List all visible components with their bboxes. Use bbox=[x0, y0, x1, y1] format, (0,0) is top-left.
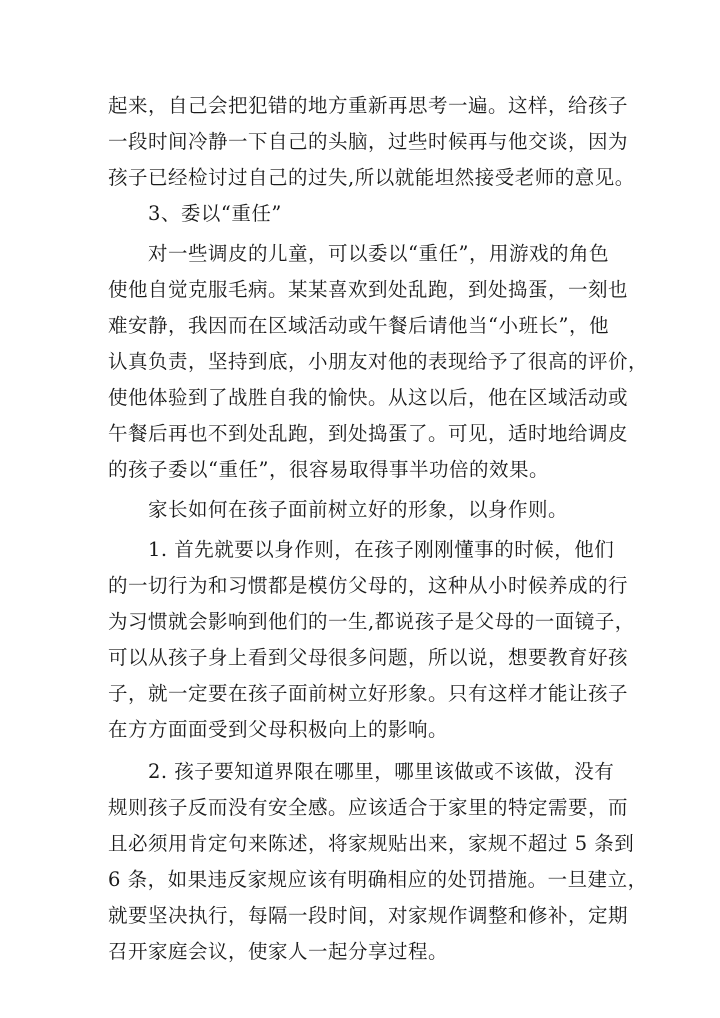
text-line: 1. 首先就要以身作则，在孩子刚刚懂事的时候，他们 bbox=[148, 538, 615, 561]
text-line: 午餐后再也不到处乱跑，到处捣蛋了。可见，适时地给调皮 bbox=[108, 422, 629, 445]
text-line: 规则孩子反而没有安全感。应该适合于家里的特定需要，而 bbox=[108, 796, 629, 819]
text-line: 难安静，我因而在区域活动或午餐后请他当“小班长”，他 bbox=[108, 314, 609, 337]
text-line: 子，就一定要在孩子面前树立好形象。只有这样才能让孩子 bbox=[108, 682, 629, 705]
text-line: 孩子已经检讨过自己的过失,所以就能坦然接受老师的意见。 bbox=[108, 166, 635, 189]
text-line: 使他体验到了战胜自我的愉快。从这以后，他在区域活动或 bbox=[108, 386, 629, 409]
text-line: 6 条，如果违反家规应该有明确相应的处罚措施。一旦建立， bbox=[108, 868, 648, 891]
text-line: 对一些调皮的儿童，可以委以“重任”，用游戏的角色 bbox=[148, 242, 609, 265]
text-line: 认真负责，坚持到底，小朋友对他的表现给予了很高的评价， bbox=[108, 350, 649, 373]
text-line: 且必须用肯定句来陈述，将家规贴出来，家规不超过 5 条到 bbox=[108, 832, 635, 855]
text-line: 的一切行为和习惯都是模仿父母的，这种从小时候养成的行 bbox=[108, 574, 629, 597]
text-line: 召开家庭会议，使家人一起分享过程。 bbox=[108, 940, 449, 963]
text-line: 起来，自己会把犯错的地方重新再思考一遍。这样，给孩子 bbox=[108, 94, 629, 117]
text-line: 一段时间冷静一下自己的头脑，过些时候再与他交谈，因为 bbox=[108, 130, 629, 153]
text-line: 就要坚决执行，每隔一段时间，对家规作调整和修补，定期 bbox=[108, 904, 629, 927]
text-line: 的孩子委以“重任”，很容易取得事半功倍的效果。 bbox=[108, 458, 549, 481]
text-line: 2. 孩子要知道界限在哪里，哪里该做或不该做，没有 bbox=[148, 760, 615, 783]
text-line: 在方方面面受到父母积极向上的影响。 bbox=[108, 718, 449, 741]
text-line: 家长如何在孩子面前树立好的形象，以身作则。 bbox=[148, 498, 569, 521]
section-heading: 3、委以“重任” bbox=[148, 202, 282, 225]
text-line: 为习惯就会影响到他们的一生,都说孩子是父母的一面镜子， bbox=[108, 610, 635, 633]
text-line: 使他自觉克服毛病。某某喜欢到处乱跑，到处捣蛋，一刻也 bbox=[108, 278, 629, 301]
text-line: 可以从孩子身上看到父母很多问题，所以说，想要教育好孩 bbox=[108, 646, 629, 669]
